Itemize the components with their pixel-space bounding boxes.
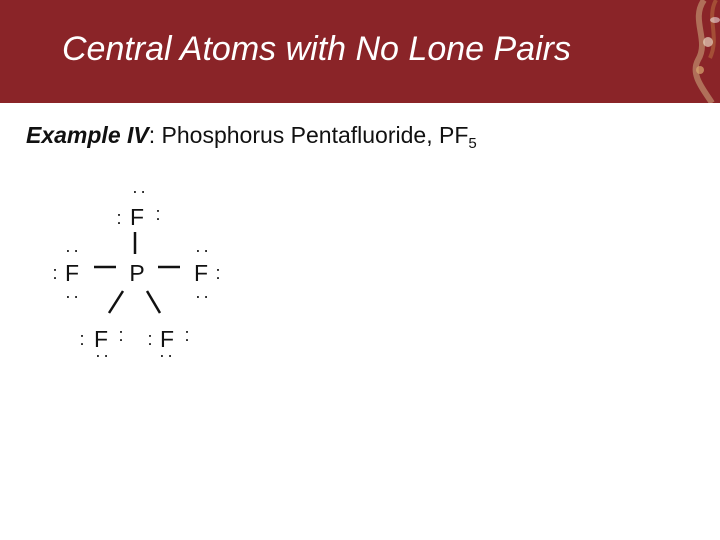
- lone-pair-lower-left-bottom: :: [93, 353, 113, 359]
- example-label: Example IV: [26, 122, 149, 148]
- lone-pair-lower-left-inner: :: [118, 325, 124, 345]
- atom-right: F: [193, 260, 209, 286]
- lone-pair-left-upper: :: [63, 248, 83, 254]
- lone-pair-left-outer: :: [52, 263, 58, 283]
- atom-top: F: [129, 204, 145, 230]
- example-description: : Phosphorus Pentafluoride, PF: [148, 122, 469, 148]
- lone-pair-lower-right-outer: :: [184, 325, 190, 345]
- lone-pair-lower-right-bottom: :: [157, 353, 177, 359]
- bond-lower-left: [109, 291, 123, 313]
- lone-pair-top-upper: :: [130, 189, 150, 195]
- lone-pair-lower-left-outer: :: [79, 329, 85, 349]
- lone-pair-left-lower: :: [63, 294, 83, 300]
- bond-lower-right: [147, 291, 160, 313]
- atom-left: F: [64, 260, 80, 286]
- lone-pair-right-upper: :: [193, 248, 213, 254]
- atom-central: P: [129, 260, 145, 286]
- lone-pair-top-left: :: [116, 208, 122, 228]
- lone-pair-top-right: :: [155, 204, 161, 224]
- formula-subscript: 5: [468, 135, 477, 152]
- lone-pair-right-outer: :: [215, 263, 221, 283]
- atom-lower-left: F: [93, 326, 109, 352]
- lone-pair-right-lower: :: [193, 294, 213, 300]
- lone-pair-lower-right-inner: :: [147, 329, 153, 349]
- slide-title: Central Atoms with No Lone Pairs: [62, 30, 571, 68]
- atom-lower-right: F: [159, 326, 175, 352]
